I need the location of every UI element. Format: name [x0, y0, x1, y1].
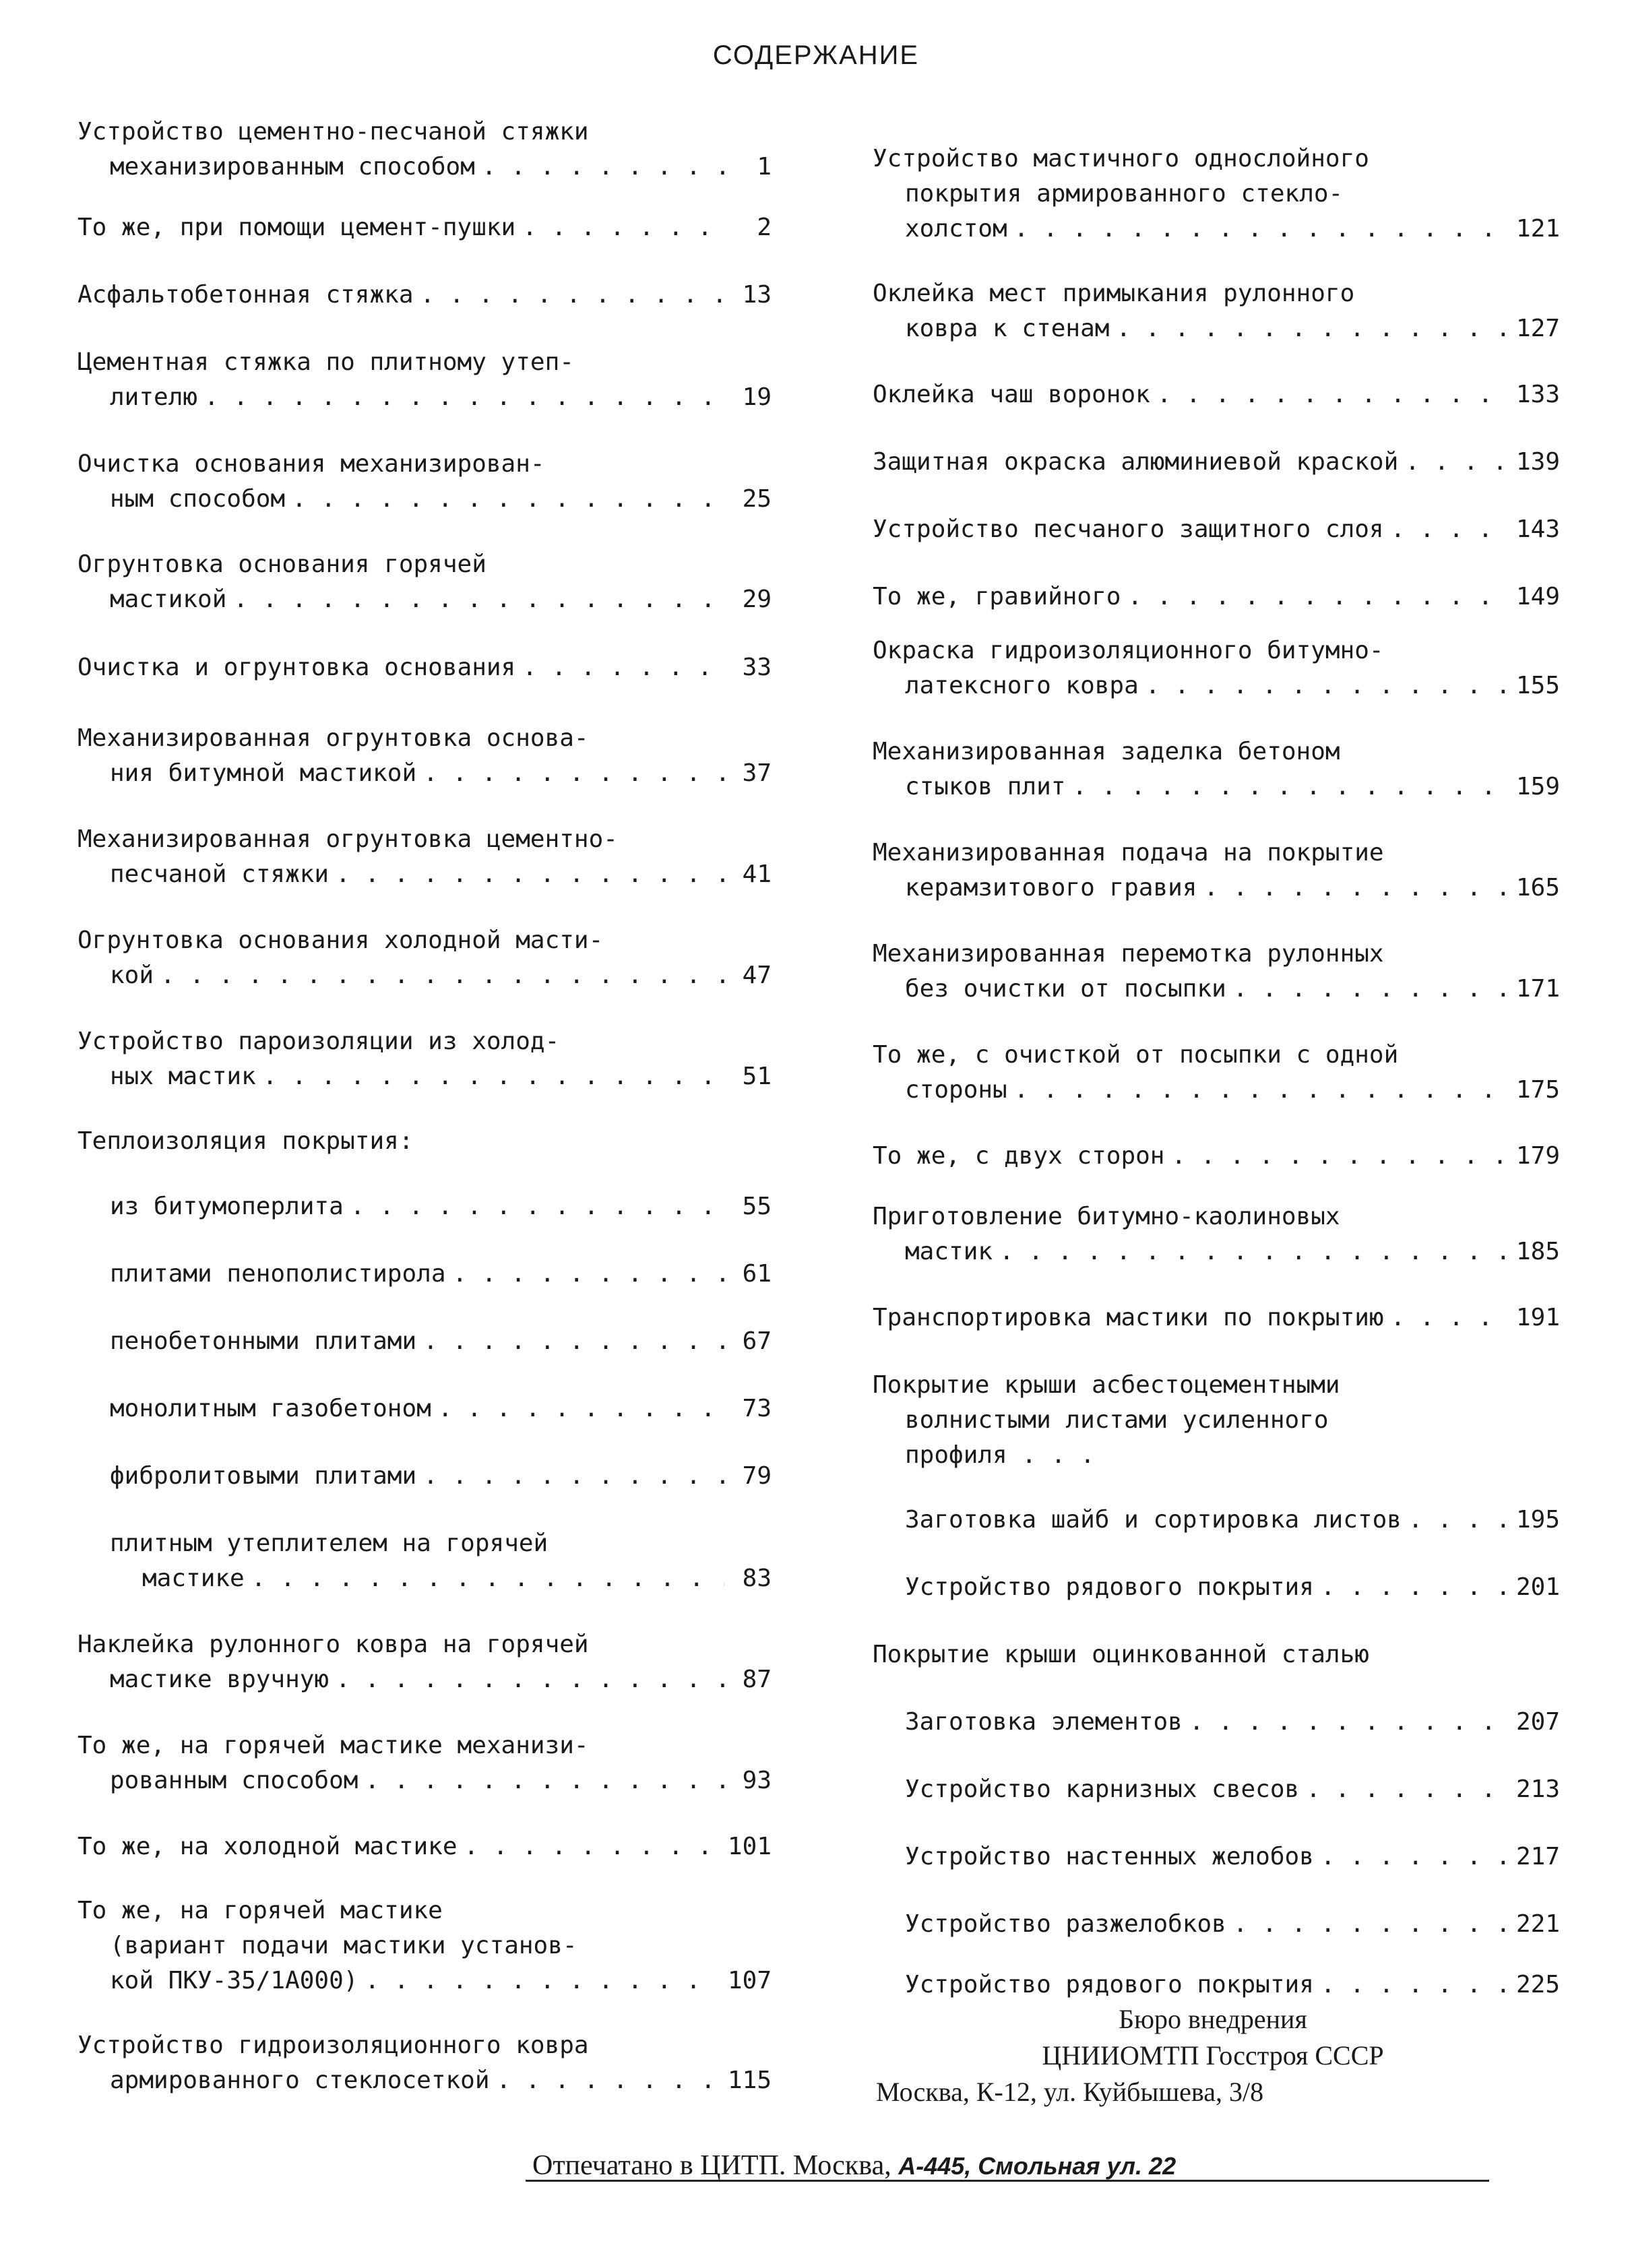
toc-entry-text: механизированным способом: [110, 153, 475, 181]
dot-leader: [233, 582, 724, 617]
toc-entry: [77, 115, 772, 185]
dot-leader: [420, 278, 725, 313]
toc-entry: [873, 512, 1560, 547]
toc-entry-text: мастике: [142, 1565, 245, 1592]
toc-page-number: 155: [1515, 672, 1560, 699]
toc-entry-text: рованным способом: [110, 1767, 358, 1794]
toc-page-number: 133: [1515, 381, 1560, 408]
dot-leader: [999, 1234, 1509, 1269]
toc-entry-text: лителю: [110, 383, 198, 411]
toc-entry: [77, 1829, 772, 1864]
dot-leader: [423, 756, 724, 791]
toc-entry-text: монолитным газобетоном: [110, 1395, 431, 1422]
toc-entry: [873, 1570, 1560, 1605]
toc-entry-text: керамзитового гравия: [905, 874, 1197, 902]
toc-entry: [77, 1324, 772, 1359]
toc-entry: [77, 447, 772, 517]
toc-entry-text: Механизированная заделка бетоном: [873, 738, 1340, 765]
imprint-line-1: Бюро внедрения: [1119, 2004, 1307, 2034]
toc-page-number: 165: [1515, 874, 1560, 902]
dot-leader: [1171, 1139, 1509, 1174]
toc-entry: [873, 1300, 1560, 1335]
toc-entry: [873, 1139, 1560, 1174]
dot-leader: [160, 958, 724, 993]
toc-page-number: 149: [1515, 583, 1560, 610]
dot-leader: [1072, 769, 1509, 805]
toc-page-number: 221: [1515, 1910, 1560, 1938]
toc-page-number: 191: [1515, 1304, 1560, 1331]
toc-entry-text: Оклейка чаш воронок: [873, 381, 1150, 408]
dot-leader: [292, 482, 724, 517]
toc-page-number: 225: [1515, 1971, 1560, 1998]
toc-entry-text: То же, с двух сторон: [873, 1142, 1165, 1170]
dot-leader: [1014, 1073, 1509, 1108]
toc-entry: [873, 1839, 1560, 1875]
footer-text: Отпечатано в ЦИТП. Москва,: [532, 2150, 891, 2181]
toc-entry-text: Механизированная огрунтовка основа-: [77, 724, 589, 752]
toc-entry: [873, 1368, 1560, 1473]
toc-entry-text: Наклейка рулонного ковра на горячей: [77, 1631, 589, 1658]
toc-entry-text: плитами пенополистирола: [110, 1260, 446, 1288]
dot-leader: [522, 210, 724, 245]
dot-leader: [1321, 1570, 1509, 1605]
toc-page-number: 171: [1515, 975, 1560, 1003]
toc-page-number: 139: [1515, 448, 1560, 476]
dot-leader: [1203, 871, 1509, 906]
toc-entry-text: Устройство разжелобков: [905, 1910, 1226, 1938]
toc-entry-text: Устройство карнизных свесов: [905, 1775, 1300, 1803]
toc-page-number: 207: [1515, 1708, 1560, 1736]
dot-leader: [251, 1561, 724, 1596]
toc-entry: [873, 633, 1560, 703]
dot-leader: [1408, 1503, 1509, 1538]
toc-entry: [873, 1967, 1560, 2003]
toc-page-number: 87: [742, 1666, 772, 1693]
toc-entry-text: кой: [110, 962, 154, 989]
dot-leader: [497, 2063, 721, 2098]
toc-entry-text: Устройство настенных желобов: [905, 1843, 1314, 1870]
toc-entry: [77, 1728, 772, 1798]
toc-page-number: 201: [1515, 1573, 1560, 1601]
dot-leader: [1405, 445, 1509, 480]
toc-entry: [873, 1199, 1560, 1269]
toc-entry-text: покрытия армированного стекло-: [905, 180, 1344, 208]
toc-entry-text: кой ПКУ-35/1А000): [110, 1967, 358, 1994]
toc-page-number: 73: [742, 1395, 772, 1422]
page-title: СОДЕРЖАНИЕ: [712, 40, 920, 70]
dot-leader: [1306, 1772, 1509, 1807]
toc-entry: [77, 2028, 772, 2098]
toc-page-number: 1: [757, 153, 772, 181]
toc-entry: [77, 1893, 772, 1998]
toc-page-number: 61: [742, 1260, 772, 1288]
toc-entry: [77, 345, 772, 415]
toc-entry-text: Покрытие крыши асбестоцементными: [873, 1371, 1340, 1399]
toc-page-number: 51: [742, 1063, 772, 1090]
toc-page-number: 179: [1515, 1142, 1560, 1170]
dot-leader: [204, 380, 724, 415]
toc-entry-text: Очистка основания механизирован-: [77, 450, 545, 478]
toc-entry-text: плитным утеплителем на горячей: [110, 1530, 548, 1557]
toc-entry-text: без очистки от посыпки: [905, 975, 1226, 1003]
dot-leader: [1116, 311, 1509, 346]
toc-entry-text: латексного ковра: [905, 672, 1139, 699]
toc-entry-text: (вариант подачи мастики установ-: [110, 1932, 577, 1959]
toc-entry-text: Защитная окраска алюминиевой краской: [873, 448, 1399, 476]
toc-page-number: 175: [1515, 1076, 1560, 1104]
toc-entry-text: То же, с очисткой от посыпки с одной: [873, 1041, 1399, 1069]
toc-page-number: 127: [1515, 315, 1560, 342]
toc-entry: [77, 1189, 772, 1224]
toc-entry-text: ных мастик: [110, 1063, 256, 1090]
toc-entry: [77, 1627, 772, 1697]
toc-entry: [77, 1526, 772, 1596]
dot-leader: [482, 150, 724, 185]
toc-entry-text: фибролитовыми плитами: [110, 1462, 417, 1490]
toc-entry: [873, 1907, 1560, 1942]
toc-entry-text: Транспортировка мастики по покрытию: [873, 1304, 1384, 1331]
toc-entry-text: волнистыми листами усиленного: [905, 1406, 1329, 1434]
imprint-line-2: ЦНИИОМТП Госстроя СССР: [1042, 2040, 1384, 2071]
toc-entry: [873, 836, 1560, 906]
toc-entry: [873, 1772, 1560, 1807]
toc-entry-text: из битумоперлита: [110, 1193, 344, 1220]
dot-leader: [453, 1257, 725, 1292]
toc-page-number: 29: [742, 586, 772, 613]
toc-entry-text: стыков плит: [905, 773, 1066, 800]
toc-entry-text: Заготовка шайб и сортировка листов: [905, 1506, 1402, 1534]
toc-entry-text: пенобетонными плитами: [110, 1327, 417, 1355]
dot-leader: [1321, 1967, 1509, 2003]
toc-entry-text: Огрунтовка основания холодной масти-: [77, 926, 604, 954]
toc-entry: [77, 547, 772, 617]
toc-entry: [77, 1459, 772, 1494]
toc-entry-text: ния битумной мастикой: [110, 759, 417, 787]
toc-page-number: 93: [742, 1767, 772, 1794]
toc-entry-text: Очистка и огрунтовка основания: [77, 654, 516, 681]
toc-entry: [873, 734, 1560, 805]
printer-footer: [532, 2149, 1489, 2182]
toc-page-number: 33: [742, 654, 772, 681]
toc-entry: [77, 1391, 772, 1426]
toc-entry: [77, 650, 772, 685]
toc-page-number: 41: [742, 860, 772, 888]
toc-entry: [873, 937, 1560, 1007]
dot-leader: [1189, 1705, 1509, 1740]
toc-entry-text: То же, на горячей мастике: [77, 1897, 443, 1924]
toc-page-number: 143: [1515, 515, 1560, 543]
toc-page-number: 185: [1515, 1238, 1560, 1265]
footer-underline: [526, 2180, 1489, 2182]
toc-page-number: 47: [742, 962, 772, 989]
dot-leader: [365, 1963, 721, 1998]
toc-entry-text: ным способом: [110, 485, 286, 513]
toc-entry-text: Механизированная перемотка рулонных: [873, 940, 1384, 968]
imprint-line-3: Москва, К-12, ул. Куйбышева, 3/8: [876, 2077, 1264, 2107]
toc-entry: [873, 445, 1560, 480]
toc-page-number: 25: [742, 485, 772, 513]
toc-entry-text: Приготовление битумно-каолиновых: [873, 1203, 1340, 1230]
toc-entry: [873, 1705, 1560, 1740]
dot-leader: [423, 1324, 724, 1359]
imprint: [876, 2001, 1550, 2110]
toc-entry-text: То же, на холодной мастике: [77, 1833, 458, 1860]
toc-entry-text: стороны: [905, 1076, 1007, 1104]
toc-entry-text: Устройство рядового покрытия: [905, 1971, 1314, 1998]
toc-page-number: 195: [1515, 1506, 1560, 1534]
toc-entry-text: Оклейка мест примыкания рулонного: [873, 280, 1355, 307]
toc-entry-text: мастик: [905, 1238, 993, 1265]
toc-entry: [77, 1257, 772, 1292]
toc-page-number: 13: [742, 281, 772, 309]
toc-page-number: 217: [1515, 1843, 1560, 1870]
toc-entry: [873, 579, 1560, 615]
toc-page-number: 159: [1515, 773, 1560, 800]
toc-entry: [873, 141, 1560, 247]
dot-leader: [423, 1459, 724, 1494]
toc-entry-text: профиля . . .: [905, 1441, 1095, 1469]
toc-page-number: 55: [742, 1193, 772, 1220]
toc-entry-text: песчаной стяжки: [110, 860, 329, 888]
toc-entry-text: То же, при помощи цемент-пушки: [77, 214, 516, 241]
dot-leader: [1157, 377, 1509, 412]
toc-page-number: 37: [742, 759, 772, 787]
toc-entry-text: Механизированная огрунтовка цементно-: [77, 825, 618, 853]
dot-leader: [1391, 512, 1509, 547]
toc-page-number: 79: [742, 1462, 772, 1490]
toc-entry-text: мастике вручную: [110, 1666, 329, 1693]
toc-entry-text: Устройство рядового покрытия: [905, 1573, 1314, 1601]
toc-entry: [77, 1024, 772, 1094]
dot-leader: [1391, 1300, 1509, 1335]
toc-page-number: 19: [742, 383, 772, 411]
dot-leader: [336, 857, 724, 892]
dot-leader: [1321, 1839, 1509, 1875]
dot-leader: [350, 1189, 724, 1224]
dot-leader: [438, 1391, 724, 1426]
toc-entry-text: Устройство пароизоляции из холод-: [77, 1028, 560, 1055]
toc-page-number: 83: [742, 1565, 772, 1592]
toc-entry: [873, 1503, 1560, 1538]
toc-entry-text: холстом: [905, 215, 1007, 243]
dot-leader: [522, 650, 724, 685]
toc-entry-text: Цементная стяжка по плитному утеп-: [77, 348, 574, 376]
toc-entry-text: Устройство цементно-песчаной стяжки: [77, 118, 589, 146]
toc-page-number: 101: [727, 1833, 772, 1860]
toc-entry-text: Огрунтовка основания горячей: [77, 550, 487, 578]
dot-leader: [1014, 212, 1509, 247]
toc-entry: [873, 276, 1560, 346]
dot-leader: [336, 1662, 724, 1697]
dot-leader: [365, 1763, 724, 1798]
dot-leader: [464, 1829, 721, 1864]
toc-entry-text: То же, гравийного: [873, 583, 1121, 610]
toc-entry-text: Устройство песчаного защитного слоя: [873, 515, 1384, 543]
toc-page-number: 121: [1515, 215, 1560, 243]
toc-page-number: 2: [757, 214, 772, 241]
toc-entry-text: армированного стеклосеткой: [110, 2067, 490, 2094]
dot-leader: [1127, 579, 1509, 615]
dot-leader: [1233, 1907, 1509, 1942]
toc-entry-text: мастикой: [110, 586, 227, 613]
toc-entry-text: Теплоизоляция покрытия:: [77, 1127, 414, 1155]
dot-leader: [1145, 668, 1509, 703]
toc-entry: [77, 278, 772, 313]
dot-leader: [1233, 972, 1509, 1007]
toc-entry-text: Заготовка элементов: [905, 1708, 1183, 1736]
toc-entry-text: То же, на горячей мастике механизи-: [77, 1732, 589, 1759]
toc-entry-text: Окраска гидроизоляционного битумно-: [873, 637, 1384, 664]
toc-entry: [873, 1637, 1560, 1672]
toc-entry: [77, 822, 772, 892]
toc-entry-text: Покрытие крыши оцинкованной сталью: [873, 1641, 1369, 1668]
toc-page-number: 115: [727, 2067, 772, 2094]
toc-page-number: 67: [742, 1327, 772, 1355]
toc-entry-text: Асфальтобетонная стяжка: [77, 281, 414, 309]
toc-entry: [77, 210, 772, 245]
toc-page-number: 213: [1515, 1775, 1560, 1803]
toc-entry: [873, 1038, 1560, 1108]
toc-entry: [77, 721, 772, 791]
toc-entry-text: Устройство мастичного однослойного: [873, 145, 1369, 172]
dot-leader: [263, 1059, 724, 1094]
footer-address: А-445, Смольная ул. 22: [898, 2152, 1176, 2180]
toc-entry-text: ковра к стенам: [905, 315, 1110, 342]
toc-entry: [77, 923, 772, 993]
toc-entry: [77, 1124, 772, 1159]
toc-entry-text: Устройство гидроизоляционного ковра: [77, 2031, 589, 2059]
toc-entry: [873, 377, 1560, 412]
toc-page-number: 107: [727, 1967, 772, 1994]
toc-entry-text: Механизированная подача на покрытие: [873, 839, 1384, 867]
